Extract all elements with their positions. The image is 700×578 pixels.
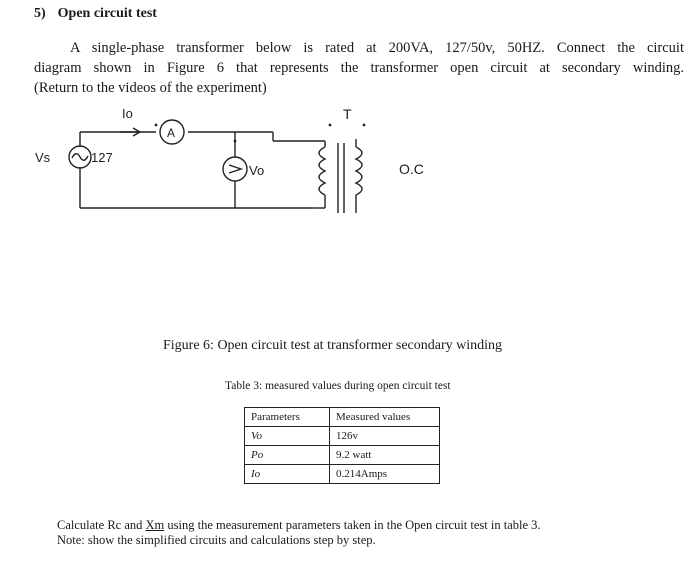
figure-caption: Figure 6: Open circuit test at transformer secondary winding xyxy=(163,338,503,353)
table-row xyxy=(245,465,440,484)
calc-text-pre: Calculate Rc and xyxy=(57,518,146,532)
ammeter-label: A xyxy=(167,126,176,140)
open-circuit-label: O.C xyxy=(399,161,424,177)
measured-values-table xyxy=(244,407,440,484)
polarity-dot-left xyxy=(329,124,332,127)
terminal-dot xyxy=(155,124,158,127)
transformer-label: T xyxy=(343,106,352,122)
param-cell: Io xyxy=(245,465,330,484)
source-value: 127 xyxy=(91,150,113,165)
current-label: Io xyxy=(122,106,133,121)
question-number: 5) xyxy=(34,6,46,21)
description-line-2: diagram shown in Figure 6 that represents the transformer open circuit at secondary winding. xyxy=(34,60,684,76)
polarity-dot-right xyxy=(363,124,366,127)
table-row xyxy=(245,427,440,446)
calc-text-post: using the measurement parameters taken in the Open circuit test in table 3. xyxy=(164,518,541,532)
header-parameters: Parameters xyxy=(245,408,330,427)
question-title: Open circuit test xyxy=(57,6,157,21)
calc-xm: Xm xyxy=(145,518,165,532)
table-caption: Table 3: measured values during open circuit test xyxy=(225,380,451,392)
voltmeter-label: Vo xyxy=(249,163,265,178)
value-cell: 126v xyxy=(330,427,440,446)
circuit-diagram xyxy=(30,95,450,230)
footer-instructions xyxy=(57,518,541,548)
voltmeter-dot xyxy=(234,140,237,143)
note-text: Note: show the simplified circuits and calculations step by step. xyxy=(57,533,376,547)
header-measured-values: Measured values xyxy=(330,408,440,427)
description-line-1: A single-phase transformer below is rated at 200VA, 127/50v, 50HZ. Connect the circuit xyxy=(70,40,684,56)
table-row xyxy=(245,446,440,465)
param-cell: Po xyxy=(245,446,330,465)
value-cell: 9.2 watt xyxy=(330,446,440,465)
source-label: Vs xyxy=(35,150,51,165)
value-cell: 0.214Amps xyxy=(330,465,440,484)
voltmeter-icon xyxy=(223,157,247,181)
description-line-3: (Return to the videos of the experiment) xyxy=(34,80,267,96)
calculate-instruction xyxy=(57,518,541,533)
question-description xyxy=(34,38,684,98)
table-header-row xyxy=(245,408,440,427)
sine-wave-icon xyxy=(72,154,88,161)
question-heading xyxy=(34,6,157,22)
primary-coil-icon xyxy=(319,147,325,195)
secondary-coil-icon xyxy=(356,147,362,195)
param-cell: Vo xyxy=(245,427,330,446)
